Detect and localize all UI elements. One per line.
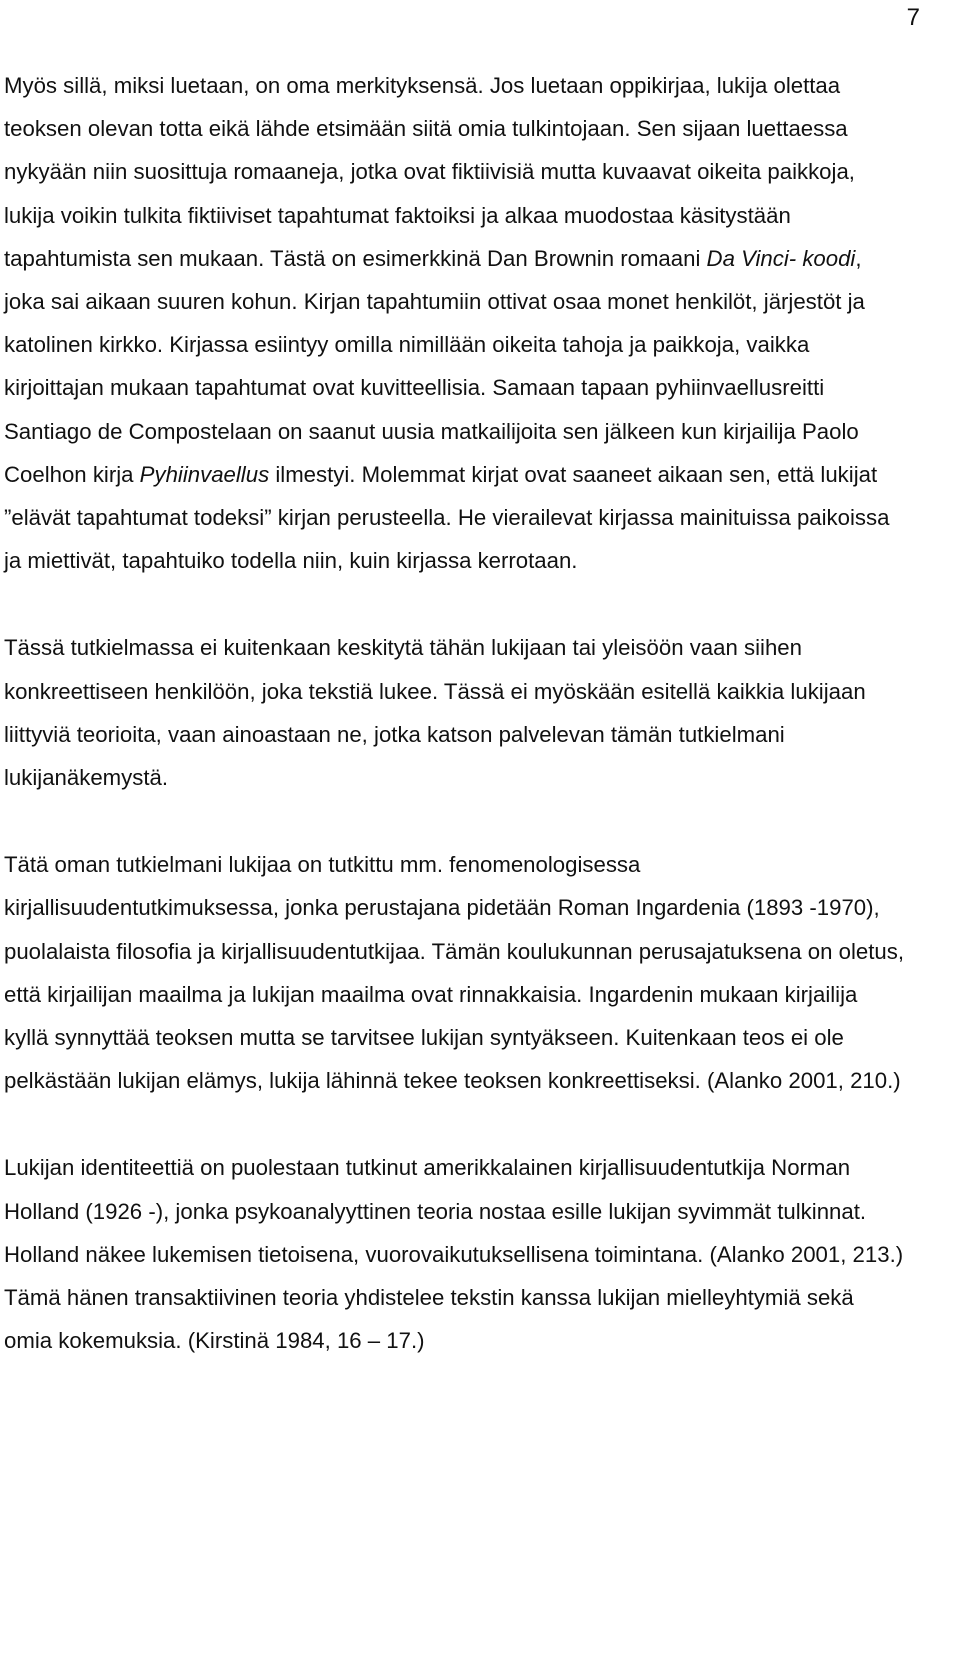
- text-segment: , joka sai aikaan suuren kohun. Kirjan tapahtumiin ottivat osaa monet henkilöt, järjestöt ja katolinen kirkko. Kirjassa esiintyy omilla nimillään oikeita tahoja ja paikkoja, vaikka kirjoittajan mukaan tapahtumat ovat kuvitteellisia. Samaan tapaan pyhiinvaellusreitti Santiago de Compostelaan on saanut uusia matkailijoita sen jälkeen kun kirjailija Paolo Coelhon kirja: [4, 245, 865, 487]
- page-number: 7: [906, 4, 920, 31]
- book-title-da-vinci: Da Vinci- koodi: [706, 245, 856, 271]
- book-title-pyhiinvaellus: Pyhiinvaellus: [139, 461, 270, 487]
- paragraph-holland: [4, 1146, 904, 1362]
- text-segment: Tätä oman tutkielmani lukijaa on tutkittu mm. fenomenologisessa kirjallisuudentutkimuksessa, jonka perustajana pidetään Roman Ingardenia (1893 -1970), puolalaista filosofia ja kirjallisuudentutkijaa. Tämän koulukunnan perusajatuksena on oletus, että kirjailijan maailma ja lukijan maailma ovat rinnakkaisia. Ingardenin mukaan kirjailija kyllä synnyttää teoksen mutta se tarvitsee lukijan syntyäkseen. Kuitenkaan teos ei ole pelkästään lukijan elämys, lukija lähinnä tekee teoksen konkreettiseksi. (Alanko 2001, 210.): [4, 852, 904, 1094]
- text-segment: Tässä tutkielmassa ei kuitenkaan keskitytä tähän lukijaan tai yleisöön vaan siihen konkreettiseen henkilöön, joka tekstiä lukee. Tässä ei myöskään esitellä kaikkia lukijaan liittyviä teorioita, vaan ainoastaan ne, jotka katson palvelevan tämän tutkielmani lukijanäkemystä.: [4, 635, 866, 791]
- paragraph-ingarden: [4, 843, 904, 1102]
- document-body: [4, 64, 904, 1406]
- text-segment: Lukijan identiteettiä on puolestaan tutkinut amerikkalainen kirjallisuudentutkija Norman Holland (1926 -), jonka psykoanalyyttinen teoria nostaa esille lukijan syvimmät tulkinnat. Holland näkee lukemisen tietoisena, vuorovaikutuksellisena toimintana. (Alanko 2001, 213.) Tämä hänen transaktiivinen teoria yhdistelee tekstin kanssa lukijan mielleyhtymiä sekä omia kokemuksia. (Kirstinä 1984, 16 – 17.): [4, 1155, 904, 1354]
- paragraph-reading-purpose: [4, 64, 904, 582]
- text-segment: ilmestyi. Molemmat kirjat ovat saaneet aikaan sen, että lukijat ”elävät tapahtumat todeksi” kirjan perusteella. He vierailevat kirjassa mainituissa paikoissa ja miettivät, tapahtuiko todella niin, kuin kirjassa kerrotaan.: [4, 461, 890, 574]
- paragraph-study-focus: [4, 626, 904, 799]
- text-segment: Myös sillä, miksi luetaan, on oma merkityksensä. Jos luetaan oppikirjaa, lukija olettaa teoksen olevan totta eikä lähde etsimään siitä omia tulkintojaan. Sen sijaan luettaessa nykyään niin suosittuja romaaneja, jotka ovat fiktiivisiä mutta kuvaavat oikeita paikkoja, lukija voikin tulkita fiktiiviset tapahtumat faktoiksi ja alkaa muodostaa käsitystään tapahtumista sen mukaan. Tästä on esimerkkinä Dan Brownin romaani: [4, 73, 855, 271]
